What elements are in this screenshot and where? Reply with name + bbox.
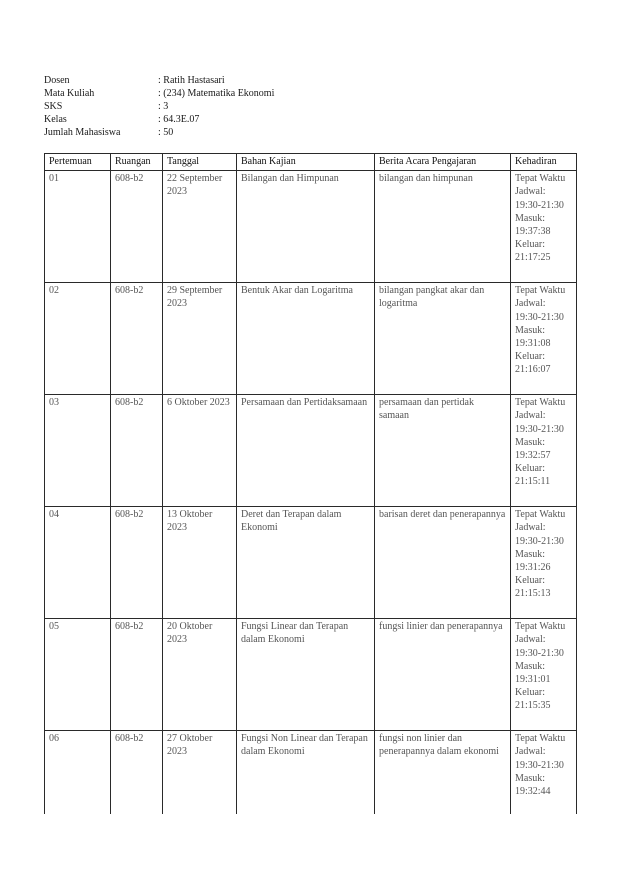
kehadiran-keluar: Keluar: 21:15:11 <box>515 463 551 488</box>
cell-bahan-kajian: Fungsi Non Linear dan Terapan dalam Ekonomi <box>237 731 375 815</box>
kehadiran-masuk: Masuk: 19:32:44 <box>515 772 551 798</box>
cell-berita-acara: fungsi non linier dan penerapannya dalam ekonomi <box>375 731 511 815</box>
info-row-sks <box>44 100 274 113</box>
kehadiran-keluar: Keluar: 21:16:07 <box>515 351 551 376</box>
jumlah-label: Jumlah Mahasiswa <box>44 127 121 138</box>
cell-kehadiran <box>511 283 577 395</box>
course-info <box>44 74 274 139</box>
cell-berita-acara: persamaan dan pertidak samaan <box>375 395 511 507</box>
cell-bahan-kajian: Bilangan dan Himpunan <box>237 171 375 283</box>
sks-label: SKS <box>44 101 63 112</box>
cell-berita-acara: bilangan pangkat akar dan logaritma <box>375 283 511 395</box>
cell-bahan-kajian: Deret dan Terapan dalam Ekonomi <box>237 507 375 619</box>
kehadiran-jadwal: Jadwal: 19:30-21:30 <box>515 522 564 547</box>
kehadiran-keluar: Keluar: 21:15:35 <box>515 687 551 712</box>
dosen-label: Dosen <box>44 75 70 86</box>
cell-ruangan: 608-b2 <box>111 395 163 507</box>
cell-ruangan: 608-b2 <box>111 283 163 395</box>
table-row <box>45 395 577 507</box>
kehadiran-keluar: Keluar: 21:17:25 <box>515 239 551 264</box>
kehadiran-status: Tepat Waktu <box>515 173 566 185</box>
header-ruangan: Ruangan <box>111 154 163 171</box>
header-bahan-kajian: Bahan Kajian <box>237 154 375 171</box>
header-tanggal: Tanggal <box>163 154 237 171</box>
table-row <box>45 507 577 619</box>
cell-tanggal: 22 September 2023 <box>163 171 237 283</box>
jumlah-value: : 50 <box>158 127 174 138</box>
kehadiran-jadwal: Jadwal: 19:30-21:30 <box>515 298 564 323</box>
header-kehadiran: Kehadiran <box>511 154 577 171</box>
kelas-value: : 64.3E.07 <box>158 114 200 125</box>
kehadiran-status: Tepat Waktu <box>515 397 566 409</box>
cell-ruangan: 608-b2 <box>111 507 163 619</box>
kehadiran-status: Tepat Waktu <box>515 285 566 297</box>
header-berita-acara: Berita Acara Pengajaran <box>375 154 511 171</box>
kehadiran-status: Tepat Waktu <box>515 509 566 521</box>
cell-ruangan: 608-b2 <box>111 619 163 731</box>
cell-bahan-kajian: Bentuk Akar dan Logaritma <box>237 283 375 395</box>
cell-berita-acara: bilangan dan himpunan <box>375 171 511 283</box>
matkul-value: : (234) Matematika Ekonomi <box>158 88 275 99</box>
kehadiran-keluar: Keluar: 21:15:13 <box>515 575 551 600</box>
table-header-row <box>45 154 577 171</box>
cell-bahan-kajian: Persamaan dan Pertidaksamaan <box>237 395 375 507</box>
cell-kehadiran <box>511 507 577 619</box>
cell-berita-acara: barisan deret dan penerapannya <box>375 507 511 619</box>
kehadiran-jadwal: Jadwal: 19:30-21:30 <box>515 186 564 211</box>
info-row-kelas <box>44 113 274 126</box>
kehadiran-jadwal: Jadwal: 19:30-21:30 <box>515 634 564 659</box>
kelas-label: Kelas <box>44 114 67 125</box>
dosen-value: : Ratih Hastasari <box>158 75 225 86</box>
table-row <box>45 283 577 395</box>
cell-berita-acara: fungsi linier dan penerapannya <box>375 619 511 731</box>
cell-bahan-kajian: Fungsi Linear dan Terapan dalam Ekonomi <box>237 619 375 731</box>
sks-value: : 3 <box>158 101 169 112</box>
kehadiran-masuk: Masuk: 19:32:57 <box>515 436 551 462</box>
kehadiran-status: Tepat Waktu <box>515 621 566 633</box>
info-row-jumlah <box>44 126 274 139</box>
cell-pertemuan: 06 <box>45 731 111 815</box>
attendance-table <box>44 153 577 814</box>
cell-pertemuan: 03 <box>45 395 111 507</box>
cell-tanggal: 6 Oktober 2023 <box>163 395 237 507</box>
cell-pertemuan: 04 <box>45 507 111 619</box>
cell-ruangan: 608-b2 <box>111 731 163 815</box>
kehadiran-masuk: Masuk: 19:31:08 <box>515 324 551 350</box>
cell-pertemuan: 02 <box>45 283 111 395</box>
table-row <box>45 619 577 731</box>
header-pertemuan: Pertemuan <box>45 154 111 171</box>
cell-pertemuan: 05 <box>45 619 111 731</box>
cell-tanggal: 29 September 2023 <box>163 283 237 395</box>
kehadiran-status: Tepat Waktu <box>515 733 566 745</box>
kehadiran-masuk: Masuk: 19:31:01 <box>515 660 551 686</box>
kehadiran-masuk: Masuk: 19:37:38 <box>515 212 551 238</box>
kehadiran-jadwal: Jadwal: 19:30-21:30 <box>515 746 564 771</box>
table-row <box>45 731 577 815</box>
table-row <box>45 171 577 283</box>
matkul-label: Mata Kuliah <box>44 88 95 99</box>
kehadiran-masuk: Masuk: 19:31:26 <box>515 548 551 574</box>
info-row-dosen <box>44 74 274 87</box>
cell-kehadiran <box>511 731 577 815</box>
cell-tanggal: 13 Oktober 2023 <box>163 507 237 619</box>
cell-kehadiran <box>511 619 577 731</box>
kehadiran-jadwal: Jadwal: 19:30-21:30 <box>515 410 564 435</box>
cell-kehadiran <box>511 395 577 507</box>
cell-kehadiran <box>511 171 577 283</box>
cell-pertemuan: 01 <box>45 171 111 283</box>
cell-ruangan: 608-b2 <box>111 171 163 283</box>
cell-tanggal: 20 Oktober 2023 <box>163 619 237 731</box>
info-row-matkul <box>44 87 274 100</box>
cell-tanggal: 27 Oktober 2023 <box>163 731 237 815</box>
